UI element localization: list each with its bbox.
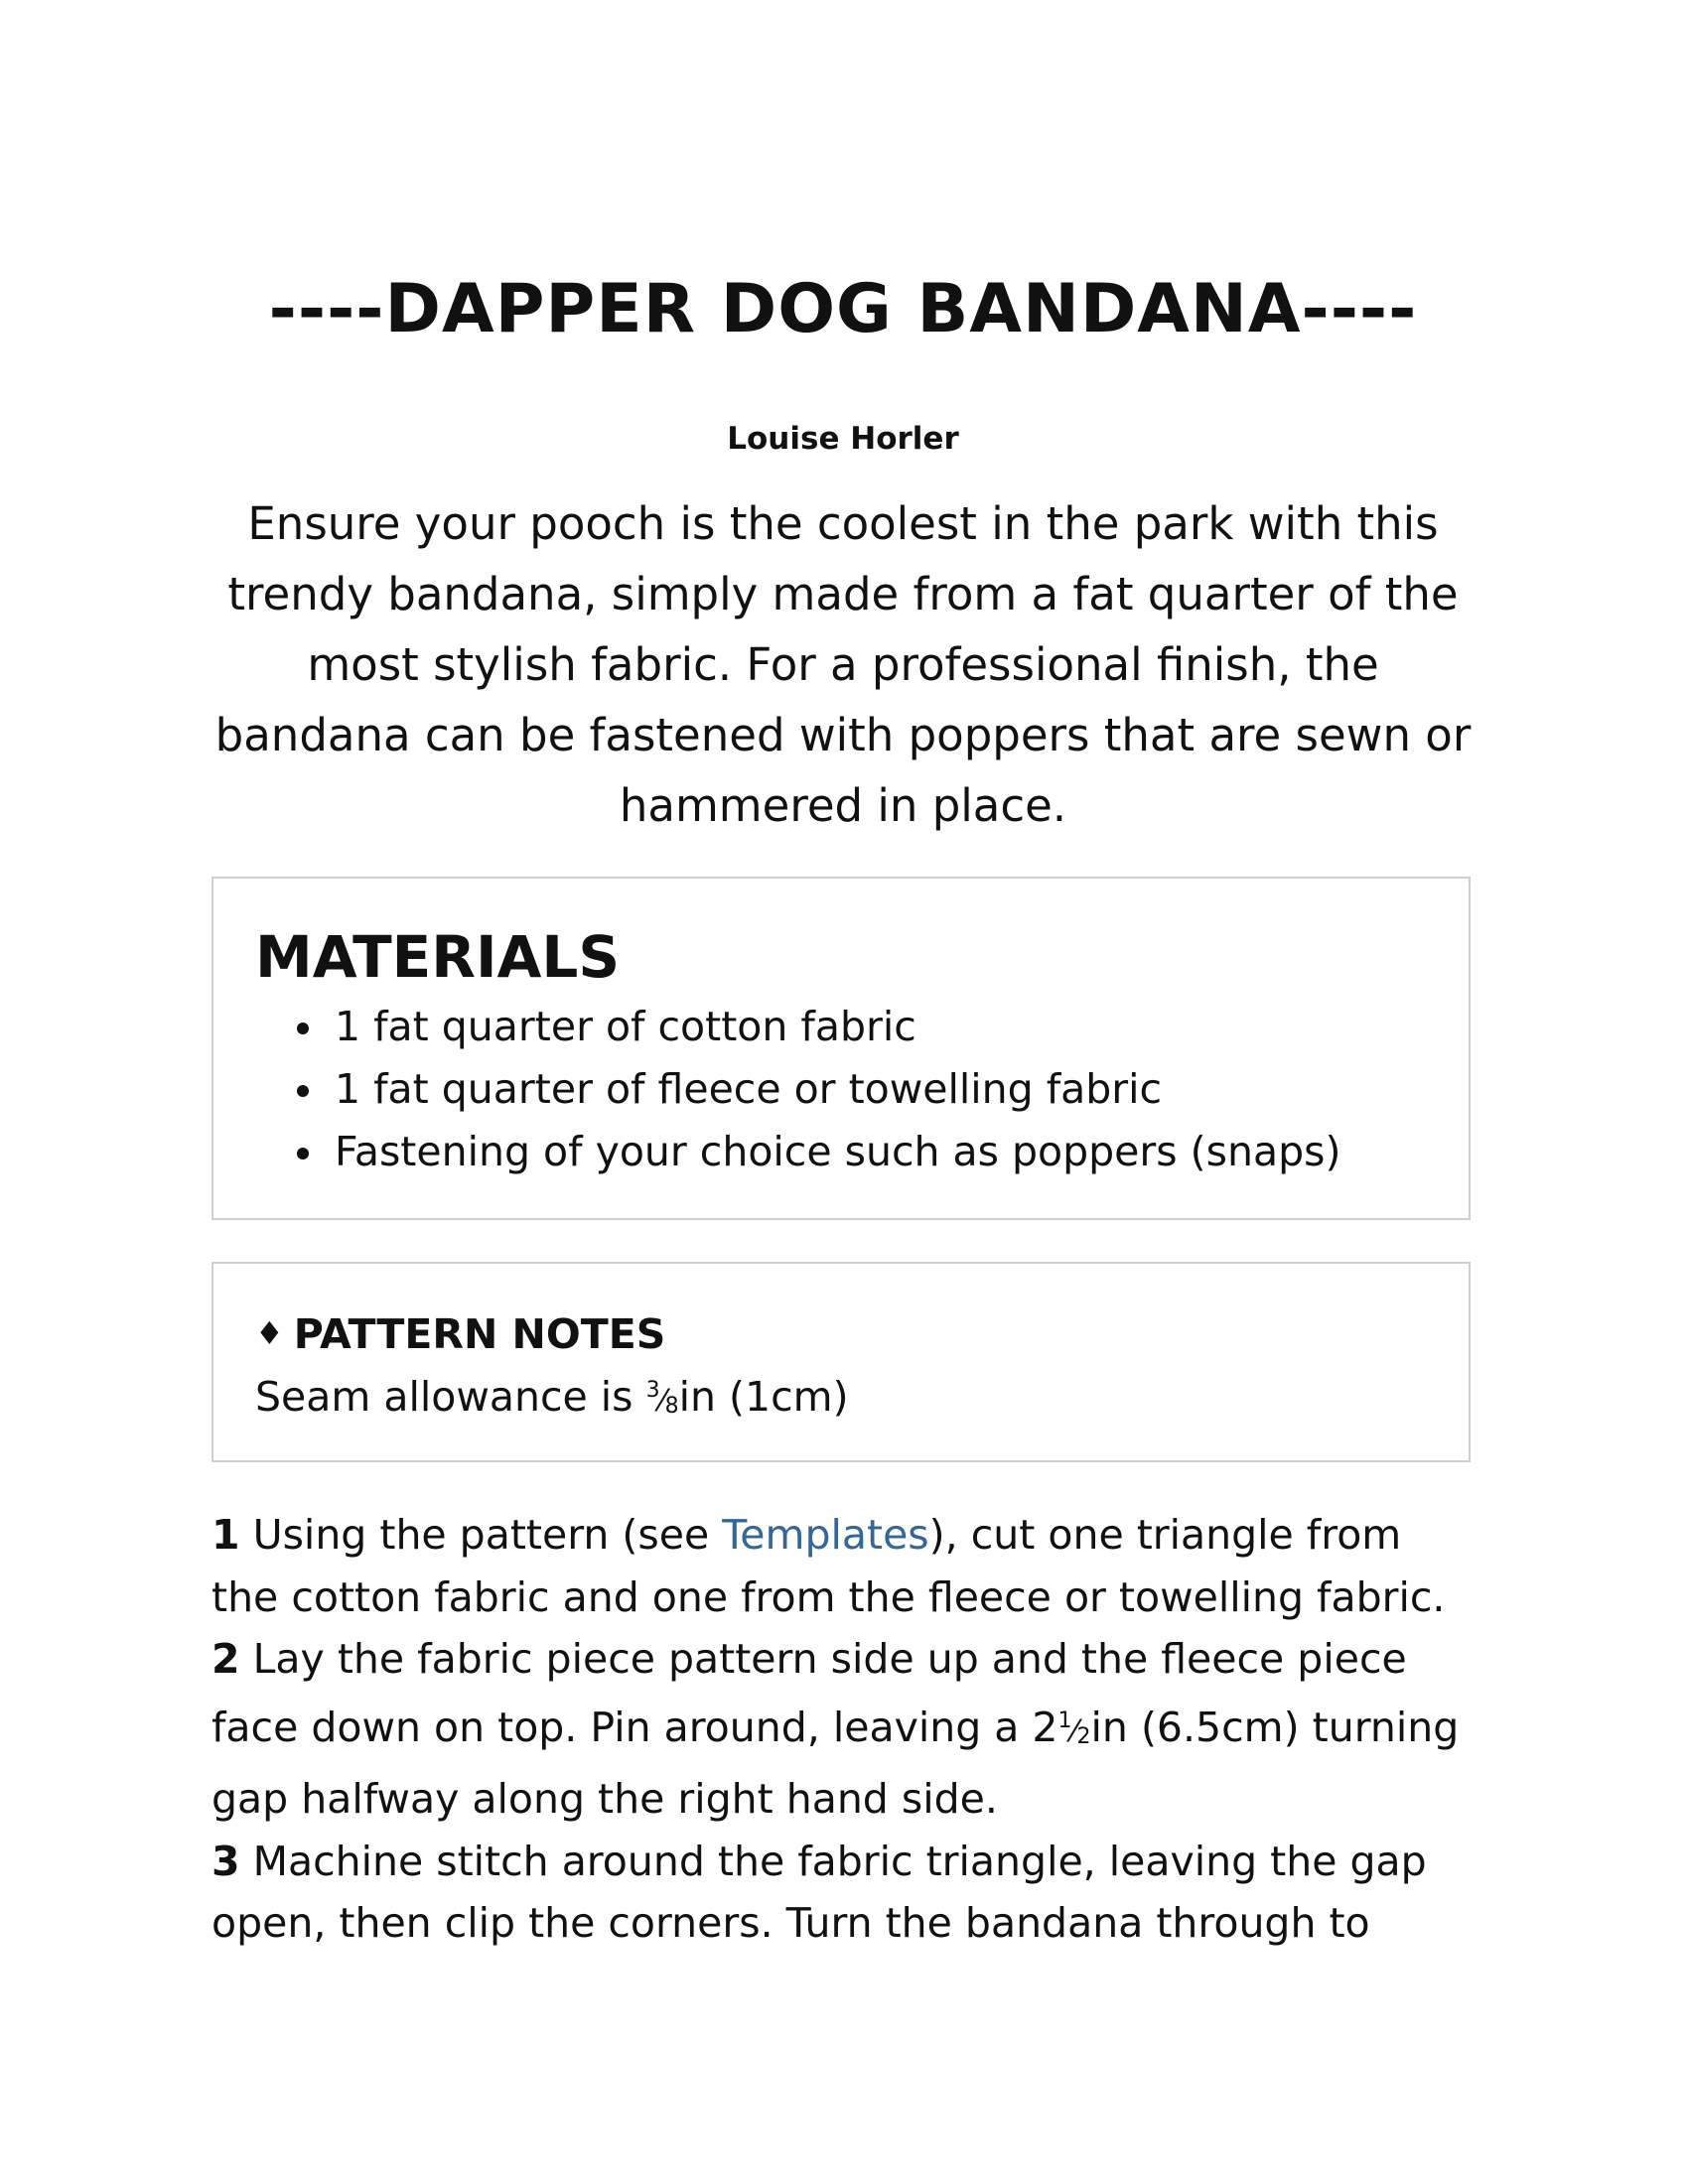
step-number: 3 — [211, 1837, 240, 1885]
diamond-icon: ♦ — [255, 1314, 284, 1352]
fraction — [646, 1373, 679, 1421]
instruction-steps — [211, 1504, 1475, 1955]
step-number: 1 — [211, 1511, 240, 1559]
materials-list — [255, 996, 1341, 1183]
seam-allowance-note — [255, 1363, 849, 1434]
step-3 — [211, 1831, 1475, 1955]
pattern-notes-heading — [255, 1305, 665, 1362]
step-text: Using the pattern (see — [239, 1511, 723, 1559]
document-title: ----DAPPER DOG BANDANA---- — [268, 270, 1418, 348]
step-text: Lay the fabric piece pattern side up and the fleece piece face down on top. Pin around, leaving a 2 — [211, 1635, 1407, 1751]
fraction-denominator: 2 — [1076, 1723, 1091, 1749]
fraction-slash: ⁄ — [1071, 1713, 1077, 1749]
step-text: Machine stitch around the fabric triangle, leaving the gap open, then clip the corners. Turn the bandana through to — [211, 1837, 1427, 1947]
note-text: in (1cm) — [678, 1373, 849, 1421]
step-text: in (6.5cm) turning gap halfway along the right hand side. — [211, 1703, 1460, 1823]
step-number: 2 — [211, 1635, 240, 1683]
fraction-numerator: 1 — [1057, 1707, 1072, 1733]
intro-paragraph: Ensure your pooch is the coolest in the park with this trendy bandana, simply made from a fat quarter of the most stylish fabric. For a professional finish, the bandana can be fastened with poppers that are sewn or hammered in place. — [214, 497, 1472, 832]
pattern-notes-title: PATTERN NOTES — [293, 1310, 666, 1358]
list-item: Fastening of your choice such as poppers (snaps) — [335, 1121, 1341, 1183]
step-2 — [211, 1628, 1475, 1831]
note-text: Seam allowance is — [255, 1373, 646, 1421]
fraction-numerator: 3 — [645, 1378, 660, 1403]
materials-box — [211, 877, 1471, 1220]
step-1 — [211, 1504, 1475, 1628]
step-text: ), cut one triangle from the cotton fabric and one from the fleece or towelling fabric. — [211, 1511, 1446, 1621]
author-name: Louise Horler — [727, 421, 959, 457]
fraction — [1058, 1704, 1091, 1751]
fraction-denominator: 8 — [664, 1394, 679, 1419]
pattern-notes-box — [211, 1262, 1471, 1462]
fraction-slash: ⁄ — [659, 1384, 665, 1419]
templates-link[interactable]: Templates — [722, 1511, 929, 1559]
materials-heading: MATERIALS — [255, 923, 621, 991]
list-item: 1 fat quarter of cotton fabric — [335, 996, 1341, 1058]
list-item: 1 fat quarter of fleece or towelling fabric — [335, 1058, 1341, 1121]
